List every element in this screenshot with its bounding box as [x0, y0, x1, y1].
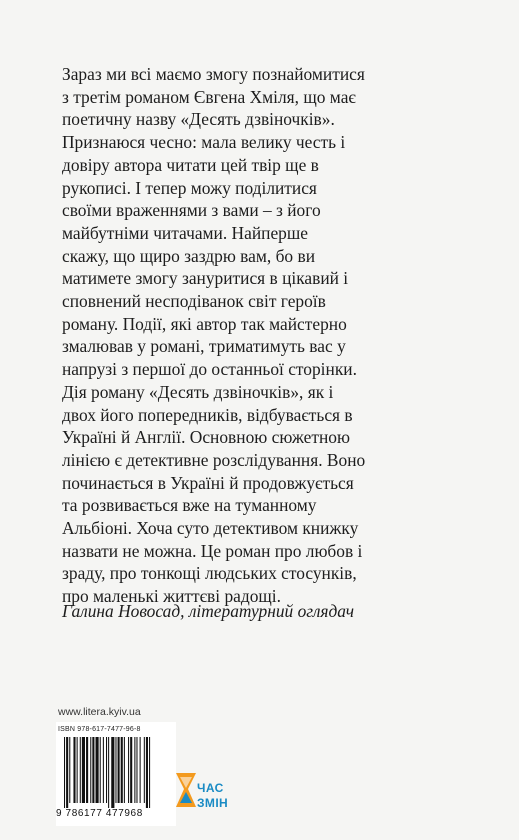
reviewer-signature: Галина Новосад, літературний оглядач: [62, 601, 355, 621]
review-line: сповнений несподіванок світ героїв: [62, 291, 326, 312]
review-line: Зараз ми всі маємо змогу познайомитися: [62, 64, 365, 84]
review-line: Признаюся чесно: мала велику честь і: [62, 132, 346, 153]
review-line: починається в Україні й продовжується: [62, 472, 354, 493]
review-line: поетичну назву «Десять дзвіночків».: [62, 109, 335, 130]
review-line: Україні й Англії. Основною сюжетною: [62, 427, 350, 448]
review-line: та розвивається вже на туманному: [62, 495, 317, 516]
publisher-logo: [172, 769, 246, 827]
review-line: своїми враженнями з вами – з його: [62, 200, 321, 221]
review-line: довіру автора читати цей твір ще в: [62, 154, 319, 175]
isbn-number: ISBN 978-617-7477-96-8: [58, 726, 141, 733]
review-line: напрузі з першої до останньої сторінки.: [62, 359, 357, 380]
barcode-icon: [62, 737, 170, 808]
review-text: [62, 63, 472, 608]
logo-word-2: ЗМІН: [197, 796, 229, 810]
publisher-website: www.litera.kyiv.ua: [58, 706, 141, 718]
review-line: скажу, що щиро заздрю вам, бо ви: [62, 245, 315, 266]
review-line: про маленькі життєві радощі.: [62, 586, 281, 607]
review-line: Альбіоні. Хоча суто детективом книжку: [62, 518, 359, 539]
review-line: Дія роману «Десять дзвіночків», як і: [62, 381, 334, 402]
logo-word-1: ЧАС: [197, 781, 224, 795]
review-line: рукописі. І тепер можу поділитися: [62, 177, 317, 198]
review-line: лінією є детективне розслідування. Воно: [62, 449, 366, 470]
review-line: з третім романом Євгена Хміля, що має: [62, 86, 356, 107]
review-line: зраду, про тонкощі людських стосунків,: [62, 563, 357, 584]
barcode-digits: 9 786177 477968: [56, 808, 143, 819]
review-line: назвати не можна. Це роман про любов і: [62, 540, 363, 561]
hourglass-logo-icon: [172, 769, 200, 813]
review-line: двох його попередників, відбувається в: [62, 404, 353, 425]
review-line: роману. Події, які автор так майстерно: [62, 313, 347, 334]
review-line: матимете змогу зануритися в цікавий і: [62, 268, 349, 289]
review-line: майбутніми читачами. Найперше: [62, 222, 308, 243]
isbn-barcode: [56, 722, 176, 826]
review-line: змалював у романі, триматимуть вас у: [62, 336, 346, 357]
